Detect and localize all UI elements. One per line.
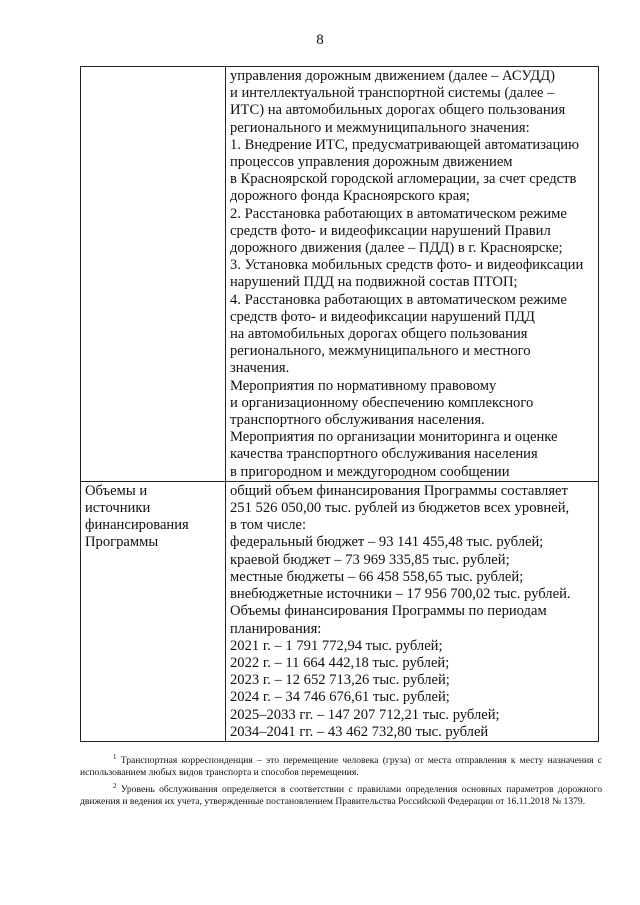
text-line: 2. Расстановка работающих в автоматическом режиме xyxy=(230,205,567,222)
text-line: источники xyxy=(85,500,151,517)
text-line: 2022 г. – 11 664 442,18 тыс. рублей; xyxy=(230,654,450,671)
text-line: дорожного движения (далее – ПДД) в г. Красноярске; xyxy=(230,240,563,257)
text-line: регионального и межмуниципального значения: xyxy=(230,119,530,136)
text-line: 4. Расстановка работающих в автоматическом режиме xyxy=(230,291,567,308)
text-line: 1. Внедрение ИТС, предусматривающей автоматизацию xyxy=(230,136,579,153)
row1-content-cell xyxy=(226,67,599,482)
footnote-mark: 2 xyxy=(113,781,117,790)
text-line: местные бюджеты – 66 458 558,65 тыс. рублей; xyxy=(230,568,524,585)
text-line: качества транспортного обслуживания населения xyxy=(230,446,538,463)
text-line: и организационному обеспечению комплексного xyxy=(230,394,534,411)
table-row xyxy=(81,481,599,741)
text-line: в Красноярской городской агломерации, за счет средств xyxy=(230,171,577,188)
text-line: федеральный бюджет – 93 141 455,48 тыс. рублей; xyxy=(230,534,544,551)
footnotes xyxy=(80,752,602,810)
text-line: средств фото- и видеофиксации нарушений Правил xyxy=(230,222,551,239)
text-line: Мероприятия по нормативному правовому xyxy=(230,377,497,394)
table-row xyxy=(81,67,599,482)
text-line: 2025–2033 гг. – 147 207 712,21 тыс. рублей; xyxy=(230,706,500,723)
text-line: внебюджетные источники – 17 956 700,02 тыс. рублей. xyxy=(230,586,571,603)
footnote-mark: 1 xyxy=(113,753,117,761)
text-line: 2024 г. – 34 746 676,61 тыс. рублей; xyxy=(230,689,450,706)
text-line: финансирования xyxy=(85,517,189,534)
text-line: Мероприятия по организации мониторинга и оценке xyxy=(230,429,558,446)
text-line: значения. xyxy=(230,360,290,377)
text-line: в том числе: xyxy=(230,517,307,534)
text-line: Программы xyxy=(85,534,159,551)
text-line: нарушений ПДД на подвижной состав ПТОП; xyxy=(230,274,518,291)
row2-content-cell xyxy=(226,481,599,741)
footnote-text: Уровень обслуживания определяется в соответствии с правилами определения основных параметров дорожного движения и ведения их учета, утвержденные постановлением Правительства Российской Федерации от 16.11.2018 № 1379. xyxy=(80,783,602,807)
text-line: планирования: xyxy=(230,620,322,637)
passport-table xyxy=(80,66,599,742)
text-line: регионального, межмуниципального и местного xyxy=(230,343,531,360)
text-line: на автомобильных дорогах общего пользования xyxy=(230,326,528,343)
text-line: ИТС) на автомобильных дорогах общего пользования xyxy=(230,102,566,119)
text-line: 2034–2041 гг. – 43 462 732,80 тыс. рублей xyxy=(230,723,489,740)
footnote-text: Транспортная корреспонденция – это перемещение человека (груза) от места отправления к месту назначения с использованием любых видов транспорта и способов перемещения. xyxy=(80,755,602,778)
row1-label-cell xyxy=(81,67,226,482)
text-line: управления дорожным движением (далее – АСУДД) xyxy=(230,68,556,84)
text-line: 251 526 050,00 тыс. рублей из бюджетов всех уровней, xyxy=(230,500,570,517)
text-line: 2023 г. – 12 652 713,26 тыс. рублей; xyxy=(230,672,450,689)
text-line: Объемы финансирования Программы по периодам xyxy=(230,603,547,620)
text-line: средств фото- и видеофиксации нарушений ПДД xyxy=(230,308,535,325)
text-line: и интеллектуальной транспортной системы (далее – xyxy=(230,85,555,102)
text-line: транспортного обслуживания населения. xyxy=(230,412,485,429)
text-line: процессов управления дорожным движением xyxy=(230,154,513,171)
footnote xyxy=(80,781,602,808)
text-line: общий объем финансирования Программы составляет xyxy=(230,482,568,499)
page-number: 8 xyxy=(316,32,324,48)
text-line: краевой бюджет – 73 969 335,85 тыс. рублей; xyxy=(230,551,510,568)
footnote xyxy=(80,752,602,779)
row2-label-cell xyxy=(81,481,226,741)
text-line: 2021 г. – 1 791 772,94 тыс. рублей; xyxy=(230,637,443,654)
text-line: в пригородном и междугородном сообщении xyxy=(230,463,510,480)
text-line: 3. Установка мобильных средств фото- и видеофиксации xyxy=(230,257,584,274)
text-line: Объемы и xyxy=(85,482,148,499)
text-line: дорожного фонда Красноярского края; xyxy=(230,188,470,205)
